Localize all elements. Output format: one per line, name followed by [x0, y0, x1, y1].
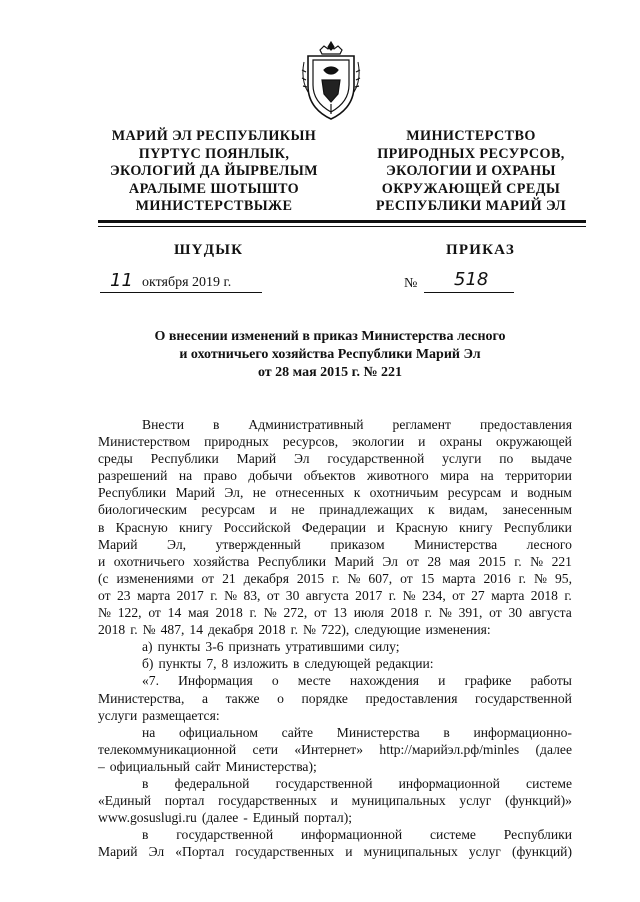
body-line: среды Республики Марий Эл государственной услуги по выдаче	[98, 451, 572, 467]
body-line: Министерства, а также о порядке предоставления государственной	[98, 690, 572, 706]
title-line: и охотничьего хозяйства Республики Марий Эл	[179, 347, 481, 362]
body-line: Республики Марий Эл, не отнесенных к охотничьим ресурсам и водным	[98, 485, 572, 501]
body-line: разрешений на право добычи объектов животного мира на территории	[98, 468, 572, 484]
document-title	[120, 328, 540, 382]
order-number-value: 518	[454, 269, 489, 290]
header-right-line: ЭКОЛОГИИ И ОХРАНЫ	[386, 163, 556, 179]
body-line: и охотничьего хозяйства Республики Марий Эл от 28 мая 2015 г. № 221	[98, 553, 572, 569]
body-line: в федеральной государственной информационной системе	[142, 775, 572, 791]
body-line: а) пункты 3-6 признать утратившими силу;	[142, 639, 400, 655]
doc-type-label-mari: ШҮДЫК	[174, 242, 244, 258]
body-line: Марий Эл «Портал государственных и муниципальных услуг (функций)	[98, 844, 572, 860]
doc-type-label-russian: ПРИКАЗ	[446, 242, 515, 258]
header-left-line: МИНИСТЕРСТВЫЖЕ	[135, 198, 293, 214]
order-date-day: 11	[110, 270, 133, 291]
body-line: в Красную книгу Российской Федерации и Красную книгу Республики	[98, 519, 572, 535]
title-line: от 28 мая 2015 г. № 221	[257, 365, 403, 380]
order-date-month-year: октября 2019 г.	[142, 275, 232, 290]
body-line: Министерством природных ресурсов, экологии и охраны окружающей	[98, 434, 572, 450]
body-line: «7. Информация о месте нахождения и графике работы	[142, 673, 572, 689]
body-line: 2018 г. № 487, 14 декабря 2018 г. № 722), следующие изменения:	[98, 622, 491, 638]
body-line: от 23 марта 2017 г. № 83, от 30 августа 2017 г. № 234, от 27 марта 2018 г.	[98, 587, 572, 603]
order-number-prefix: №	[404, 276, 418, 291]
header-left-line: МАРИЙ ЭЛ РЕСПУБЛИКЫН	[111, 128, 317, 144]
header-left-line: АРАЛЫМЕ ШОТЫШТО	[128, 180, 300, 197]
body-line: телекоммуникационной сети «Интернет» http://марийэл.рф/minles (далее	[98, 741, 572, 757]
body-line: (с изменениями от 21 декабря 2015 г. № 607, от 15 марта 2016 г. № 95,	[98, 570, 572, 586]
header-divider-thin	[98, 226, 586, 227]
header-right-line: МИНИСТЕРСТВО	[406, 128, 536, 144]
header-left-line: ПҮРТҮС ПОЯНЛЫК,	[138, 145, 290, 162]
body-line: биологическим ресурсам и не принадлежащих к видам, занесенным	[98, 502, 572, 518]
header-right-block	[356, 128, 586, 216]
header-right-line: ПРИРОДНЫХ РЕСУРСОВ,	[377, 145, 565, 162]
body-line: Марий Эл, утвержденный приказом Министерства лесного	[98, 536, 572, 552]
body-line: на официальном сайте Министерства в информационно-	[142, 724, 572, 740]
body-line: «Единый портал государственных и муниципальных услуг (функций)»	[98, 793, 572, 809]
header-divider-thick	[98, 220, 586, 223]
coat-of-arms-emblem	[300, 40, 362, 122]
header-right-line: ОКРУЖАЮЩЕЙ СРЕДЫ	[381, 180, 561, 197]
body-line: № 122, от 14 мая 2018 г. № 272, от 13 июля 2018 г. № 391, от 30 августа	[98, 605, 572, 621]
body-line: в государственной информационной системе Республики	[142, 827, 572, 843]
body-line: Внести в Административный регламент предоставления	[142, 417, 572, 432]
title-line: О внесении изменений в приказ Министерства лесного	[154, 329, 506, 344]
header-left-line: ЭКОЛОГИЙ ДА ЙЫРВЕЛЫМ	[110, 163, 318, 179]
document-body	[98, 416, 572, 860]
order-number	[424, 269, 514, 293]
order-date	[100, 270, 262, 293]
body-line: www.gosuslugi.ru (далее - Единый портал);	[98, 810, 353, 826]
body-line: услуги размещается:	[98, 707, 220, 723]
header-left-block	[98, 128, 330, 216]
body-line: б) пункты 7, 8 изложить в следующей редакции:	[142, 656, 434, 672]
header-right-line: РЕСПУБЛИКИ МАРИЙ ЭЛ	[375, 198, 567, 214]
body-line: – официальный сайт Министерства);	[98, 758, 317, 774]
